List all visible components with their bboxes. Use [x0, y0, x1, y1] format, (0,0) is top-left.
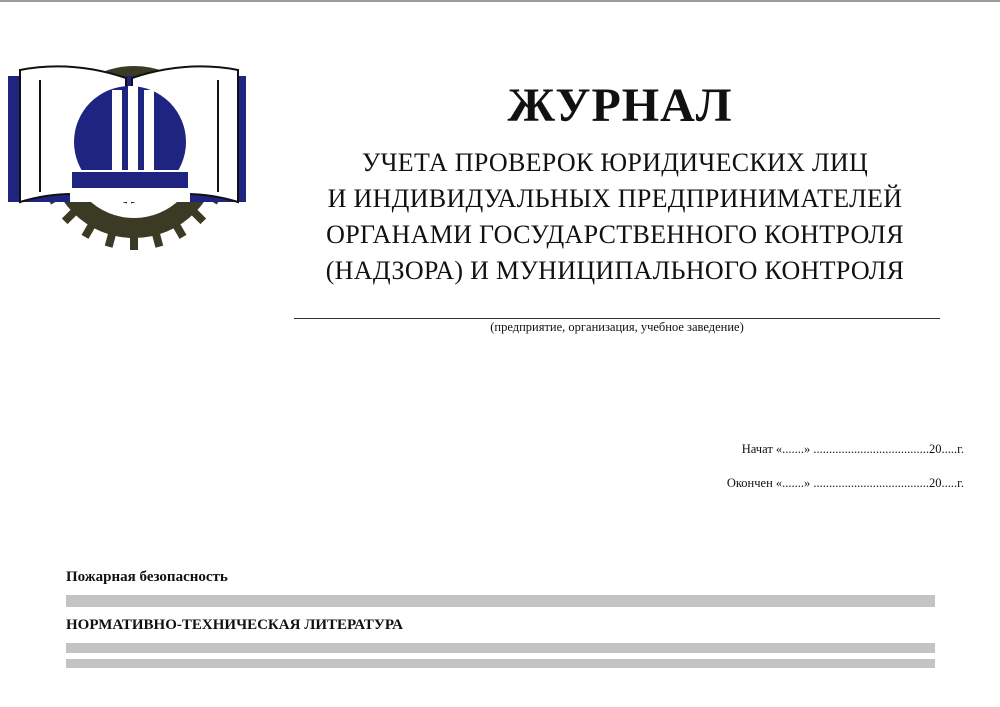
start-date-field: Начат «.......» .....................................20.....г. — [741, 442, 964, 456]
category-label: Пожарная безопасность — [66, 569, 228, 585]
subtitle-line: УЧЕТА ПРОВЕРОК ЮРИДИЧЕСКИХ ЛИЦ — [361, 148, 869, 177]
subtitle-line: (НАДЗОРА) И МУНИЦИПАЛЬНОГО КОНТРОЛЯ — [325, 256, 905, 285]
decorative-bar — [66, 595, 935, 607]
subtitle-line: И ИНДИВИДУАЛЬНЫХ ПРЕДПРИНИМАТЕЛЕЙ — [327, 184, 903, 213]
end-date-field: Окончен «.......» .....................................20.....г. — [726, 476, 964, 490]
document-title: ЖУРНАЛ — [507, 79, 733, 132]
document-subtitle — [255, 145, 975, 289]
series-label: НОРМАТИВНО-ТЕХНИЧЕСКАЯ ЛИТЕРАТУРА — [66, 617, 403, 633]
decorative-bar — [66, 659, 935, 668]
decorative-bar — [66, 643, 935, 653]
subtitle-line: ОРГАНАМИ ГОСУДАРСТВЕННОГО КОНТРОЛЯ — [326, 220, 904, 249]
logo-book-helmet-gear-icon — [6, 60, 252, 252]
organization-caption: (предприятие, организация, учебное заведение) — [490, 320, 744, 334]
top-border-line — [0, 0, 1000, 2]
